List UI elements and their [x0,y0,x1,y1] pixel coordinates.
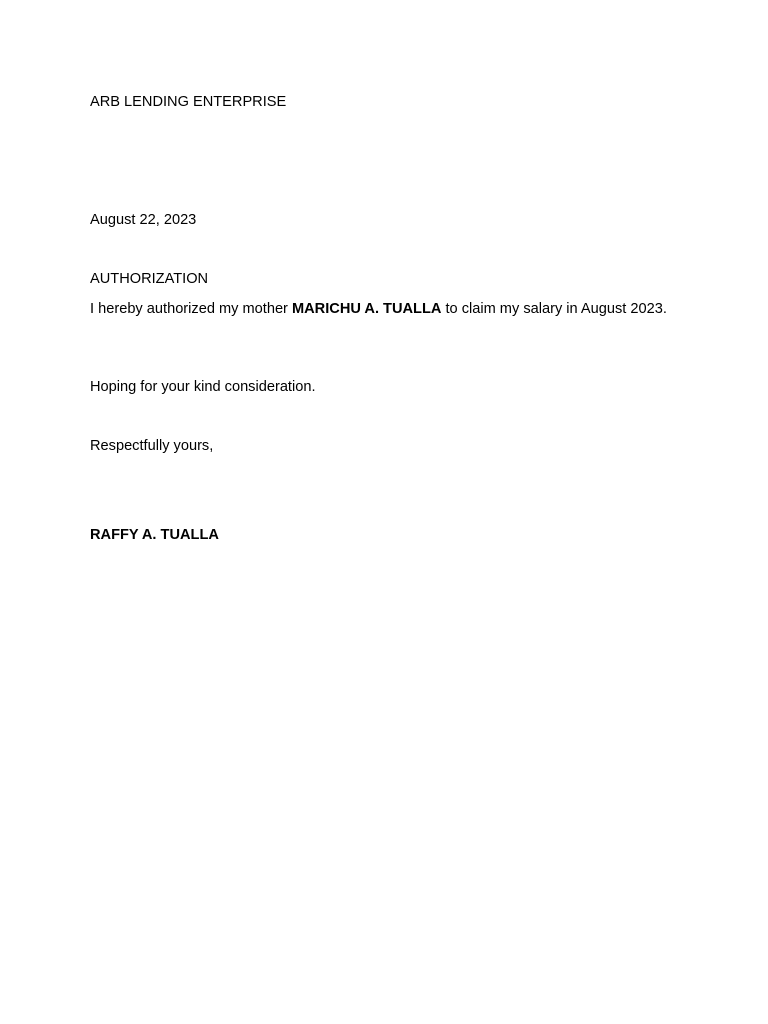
authorized-person-name: MARICHU A. TUALLA [291,301,442,317]
consideration-line: Hoping for your kind consideration. [90,379,316,395]
body-prefix: I hereby authorized my mother [90,301,292,317]
authorization-paragraph [90,300,680,319]
complimentary-close: Respectfully yours, [90,438,214,454]
letter-heading: AUTHORIZATION [90,271,209,287]
body-suffix: to claim my salary in August 2023. [441,301,667,317]
signatory-name: RAFFY A. TUALLA [90,527,219,543]
letter-date: August 22, 2023 [90,212,197,228]
company-name: ARB LENDING ENTERPRISE [90,94,287,110]
